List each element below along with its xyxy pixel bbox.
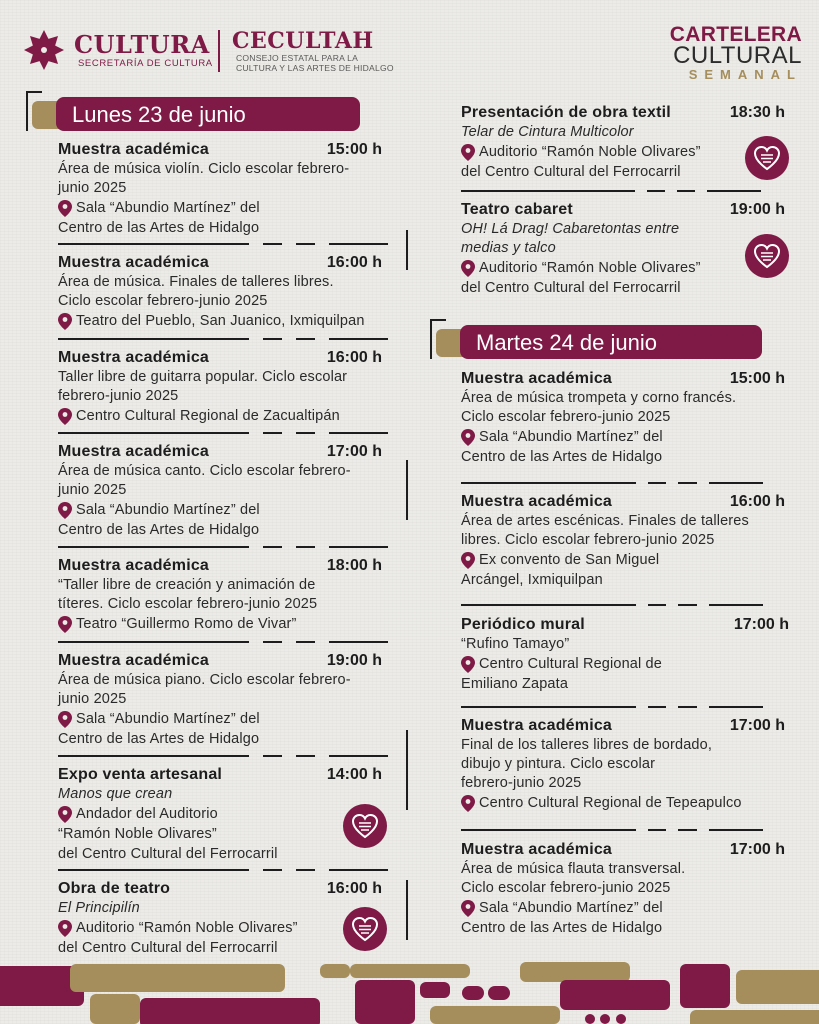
- location-pin-icon: [58, 616, 72, 633]
- cultura-flower-logo-icon: [22, 28, 66, 72]
- event-venue-continued: [461, 447, 785, 467]
- event-title: Obra de teatro: [58, 880, 171, 897]
- location-pin-icon: [461, 656, 475, 673]
- event-venue-text: Centro de las Artes de Hidalgo: [461, 920, 663, 936]
- column-divider: [406, 880, 408, 940]
- footer-block: [320, 964, 350, 978]
- event-venue-text: Sala “Abundio Martínez” del: [479, 429, 663, 445]
- location-pin-icon: [58, 313, 72, 330]
- cultura-subtitle: SECRETARÍA DE CULTURA: [78, 58, 213, 69]
- location-pin-icon: [58, 408, 72, 425]
- column-divider: [406, 730, 408, 810]
- event-description: junio 2025: [58, 691, 127, 707]
- footer-block: [520, 962, 630, 982]
- event-separator: [58, 338, 388, 340]
- event-title: Muestra académica: [58, 349, 210, 366]
- event-venue-text: “Ramón Noble Olivares”: [58, 826, 217, 842]
- event-separator: [461, 706, 763, 708]
- footer-block: [585, 1014, 595, 1024]
- footer-block: [430, 1006, 560, 1024]
- event-venue-text: Sala “Abundio Martínez” del: [76, 200, 260, 216]
- event-venue-continued: [461, 278, 785, 298]
- cecultah-wordmark: CECULTAH: [232, 28, 374, 54]
- event-title: Muestra académica: [58, 254, 210, 271]
- event-time: 18:00 h: [326, 557, 382, 574]
- event-description: Área de música flauta transversal.: [461, 861, 686, 877]
- event-venue-continued: [461, 162, 785, 182]
- heart-badge-icon: [745, 234, 789, 278]
- event-title: Muestra académica: [58, 652, 210, 669]
- event-description: Final de los talleres libres de bordado,: [461, 737, 713, 753]
- event-venue: [58, 918, 382, 938]
- day-header-tuesday: [436, 325, 766, 359]
- event-venue-continued: [58, 844, 382, 864]
- event-venue-continued: [58, 938, 382, 958]
- footer-block: [420, 982, 450, 998]
- event-venue: [461, 142, 785, 162]
- event-title: Expo venta artesanal: [58, 766, 223, 783]
- event-subtitle: Manos que crean: [58, 786, 173, 802]
- event-venue: [58, 804, 382, 824]
- event-venue-text: del Centro Cultural del Ferrocarril: [461, 164, 681, 180]
- event-venue: [58, 614, 382, 634]
- event-venue-continued: [58, 729, 382, 749]
- location-pin-icon: [461, 260, 475, 277]
- location-pin-icon: [461, 795, 475, 812]
- event-time: 16:00 h: [729, 493, 785, 510]
- event-separator: [58, 641, 388, 643]
- event-venue-text: Auditorio “Ramón Noble Olivares”: [76, 920, 298, 936]
- footer-block: [462, 986, 484, 1000]
- event-description: Área de música. Finales de talleres libres.: [58, 274, 334, 290]
- event-time: 17:00 h: [326, 443, 382, 460]
- event-venue: [461, 427, 785, 447]
- event-item: [58, 253, 382, 331]
- location-pin-icon: [461, 429, 475, 446]
- logo-divider: [218, 30, 220, 72]
- event-separator: [461, 482, 763, 484]
- location-pin-icon: [58, 806, 72, 823]
- event-item: [58, 442, 382, 540]
- event-item: [58, 348, 382, 426]
- event-time: 15:00 h: [326, 141, 382, 158]
- event-time: 15:00 h: [729, 370, 785, 387]
- location-pin-icon: [58, 200, 72, 217]
- event-description: Área de música canto. Ciclo escolar febrero-: [58, 463, 351, 479]
- footer-block: [560, 980, 670, 1010]
- location-pin-icon: [58, 711, 72, 728]
- event-description: febrero-junio 2025: [58, 388, 179, 404]
- event-time: 17:00 h: [733, 616, 789, 633]
- footer-block: [680, 964, 730, 1008]
- heart-badge-icon: [343, 907, 387, 951]
- event-item: [58, 556, 382, 634]
- event-time: 19:00 h: [326, 652, 382, 669]
- event-venue-text: Centro de las Artes de Hidalgo: [461, 449, 663, 465]
- event-description: junio 2025: [58, 180, 127, 196]
- location-pin-icon: [461, 552, 475, 569]
- event-separator: [58, 546, 388, 548]
- event-title: Muestra académica: [461, 717, 613, 734]
- event-venue-text: Centro de las Artes de Hidalgo: [58, 220, 260, 236]
- event-venue-text: Auditorio “Ramón Noble Olivares”: [479, 260, 701, 276]
- event-venue-text: Emiliano Zapata: [461, 676, 569, 692]
- footer-block: [70, 964, 285, 992]
- event-venue-text: Sala “Abundio Martínez” del: [76, 502, 260, 518]
- event-description: títeres. Ciclo escolar febrero-junio 2025: [58, 596, 318, 612]
- cultura-wordmark: CULTURA: [74, 30, 210, 59]
- event-venue-text: Centro Cultural Regional de Zacualtipán: [76, 408, 340, 424]
- event-venue-text: Sala “Abundio Martínez” del: [76, 711, 260, 727]
- event-title: Presentación de obra textil: [461, 104, 671, 121]
- heart-icon: [753, 243, 781, 269]
- event-venue-text: Ex convento de San Miguel: [479, 552, 660, 568]
- event-venue-text: Centro de las Artes de Hidalgo: [58, 731, 260, 747]
- cecultah-subtitle: [236, 53, 426, 73]
- event-description: libres. Ciclo escolar febrero-junio 2025: [461, 532, 715, 548]
- event-item: [58, 140, 382, 238]
- event-separator: [58, 243, 388, 245]
- location-pin-icon: [58, 920, 72, 937]
- event-venue-continued: [461, 570, 785, 590]
- column-divider: [406, 230, 408, 270]
- event-description: Ciclo escolar febrero-junio 2025: [461, 409, 671, 425]
- event-venue-continued: [461, 918, 785, 938]
- event-venue-continued: [58, 520, 382, 540]
- event-venue: [58, 406, 382, 426]
- event-title: Muestra académica: [461, 841, 613, 858]
- cartelera-line-1: CARTELERA: [669, 23, 802, 46]
- event-item: [461, 200, 785, 298]
- footer-block: [355, 980, 415, 1024]
- event-description: Ciclo escolar febrero-junio 2025: [461, 880, 671, 896]
- event-item: [461, 369, 785, 467]
- event-subtitle: medias y talco: [461, 240, 556, 256]
- cartelera-line-3: SEMANAL: [688, 67, 802, 82]
- heart-icon: [351, 813, 379, 839]
- cecultah-subtitle-line-2: CULTURA Y LAS ARTES DE HIDALGO: [236, 63, 394, 73]
- event-item: [461, 615, 789, 694]
- event-time: 17:00 h: [729, 841, 785, 858]
- event-time: 16:00 h: [326, 349, 382, 366]
- event-time: 19:00 h: [729, 201, 785, 218]
- event-title: Muestra académica: [58, 443, 210, 460]
- event-description: Ciclo escolar febrero-junio 2025: [58, 293, 268, 309]
- event-venue-text: Arcángel, Ixmiquilpan: [461, 572, 603, 588]
- footer-block: [600, 1014, 610, 1024]
- heart-icon: [753, 145, 781, 171]
- day-header-monday: [32, 97, 362, 131]
- event-time: 17:00 h: [729, 717, 785, 734]
- event-item: [461, 492, 785, 590]
- footer-block: [140, 998, 320, 1024]
- event-description: febrero-junio 2025: [461, 775, 582, 791]
- event-separator: [461, 829, 763, 831]
- event-separator: [58, 432, 388, 434]
- event-time: 18:30 h: [729, 104, 785, 121]
- location-pin-icon: [58, 502, 72, 519]
- event-description: Taller libre de guitarra popular. Ciclo escolar: [58, 369, 348, 385]
- event-venue: [461, 898, 785, 918]
- event-description: “Rufino Tamayo”: [461, 636, 570, 652]
- event-venue: [58, 500, 382, 520]
- event-item: [58, 651, 382, 749]
- event-venue-text: del Centro Cultural del Ferrocarril: [461, 280, 681, 296]
- event-subtitle: OH! Lá Drag! Cabaretontas entre: [461, 221, 680, 237]
- event-description: “Taller libre de creación y animación de: [58, 577, 316, 593]
- event-separator: [461, 604, 763, 606]
- event-description: dibujo y pintura. Ciclo escolar: [461, 756, 656, 772]
- event-separator: [58, 755, 388, 757]
- footer-block: [616, 1014, 626, 1024]
- event-venue-text: Centro Cultural Regional de: [479, 656, 662, 672]
- footer-block: [90, 994, 140, 1024]
- event-venue-text: Centro Cultural Regional de Tepeapulco: [479, 795, 742, 811]
- event-venue: [58, 198, 382, 218]
- event-title: Periódico mural: [461, 616, 585, 633]
- column-divider: [406, 460, 408, 520]
- footer-block: [488, 986, 510, 1000]
- event-title: Muestra académica: [461, 370, 613, 387]
- event-venue-text: del Centro Cultural del Ferrocarril: [58, 846, 278, 862]
- event-description: junio 2025: [58, 482, 127, 498]
- event-item: [461, 716, 785, 813]
- event-description: Área de música piano. Ciclo escolar febrero-: [58, 672, 351, 688]
- event-venue-text: Sala “Abundio Martínez” del: [479, 900, 663, 916]
- event-venue-continued: [58, 824, 382, 844]
- heart-icon: [351, 916, 379, 942]
- footer-block: [690, 1010, 819, 1024]
- event-description: Área de música violín. Ciclo escolar febrero-: [58, 161, 350, 177]
- location-pin-icon: [461, 144, 475, 161]
- event-venue-text: del Centro Cultural del Ferrocarril: [58, 940, 278, 956]
- footer-decoration: [0, 960, 819, 1024]
- event-title: Muestra académica: [58, 557, 210, 574]
- event-venue: [58, 311, 382, 331]
- event-venue-text: Teatro del Pueblo, San Juanico, Ixmiquilpan: [76, 313, 365, 329]
- day-header-label: Martes 24 de junio: [460, 325, 762, 359]
- footer-block: [736, 970, 819, 1004]
- event-venue-continued: [58, 218, 382, 238]
- event-venue-text: Centro de las Artes de Hidalgo: [58, 522, 260, 538]
- event-venue-continued: [461, 674, 789, 694]
- day-header-label: Lunes 23 de junio: [56, 97, 360, 131]
- heart-badge-icon: [745, 136, 789, 180]
- event-title: Muestra académica: [461, 493, 613, 510]
- event-item: [58, 765, 382, 864]
- event-title: Muestra académica: [58, 141, 210, 158]
- event-title: Teatro cabaret: [461, 201, 573, 218]
- event-subtitle: El Principilín: [58, 900, 140, 916]
- event-venue-text: Teatro “Guillermo Romo de Vivar”: [76, 616, 297, 632]
- event-item: [58, 879, 382, 958]
- footer-block: [350, 964, 470, 978]
- event-subtitle: Telar de Cintura Multicolor: [461, 124, 634, 140]
- event-venue: [461, 793, 785, 813]
- event-item: [461, 840, 785, 938]
- event-venue: [461, 258, 785, 278]
- cartelera-line-2: CULTURAL: [673, 42, 802, 69]
- event-venue-text: Andador del Auditorio: [76, 806, 218, 822]
- event-item: [461, 103, 785, 182]
- event-venue: [58, 709, 382, 729]
- cecultah-subtitle-line-1: CONSEJO ESTATAL PARA LA: [236, 53, 359, 63]
- cartelera-title: [632, 24, 802, 83]
- event-description: Área de artes escénicas. Finales de talleres: [461, 513, 749, 529]
- event-time: 16:00 h: [326, 880, 382, 897]
- event-venue: [461, 654, 789, 674]
- page-header: [22, 23, 802, 82]
- event-description: Área de música trompeta y corno francés.: [461, 390, 737, 406]
- event-venue: [461, 550, 785, 570]
- event-time: 14:00 h: [326, 766, 382, 783]
- event-separator: [461, 190, 761, 192]
- heart-badge-icon: [343, 804, 387, 848]
- event-venue-text: Auditorio “Ramón Noble Olivares”: [479, 144, 701, 160]
- location-pin-icon: [461, 900, 475, 917]
- event-time: 16:00 h: [326, 254, 382, 271]
- event-separator: [58, 869, 388, 871]
